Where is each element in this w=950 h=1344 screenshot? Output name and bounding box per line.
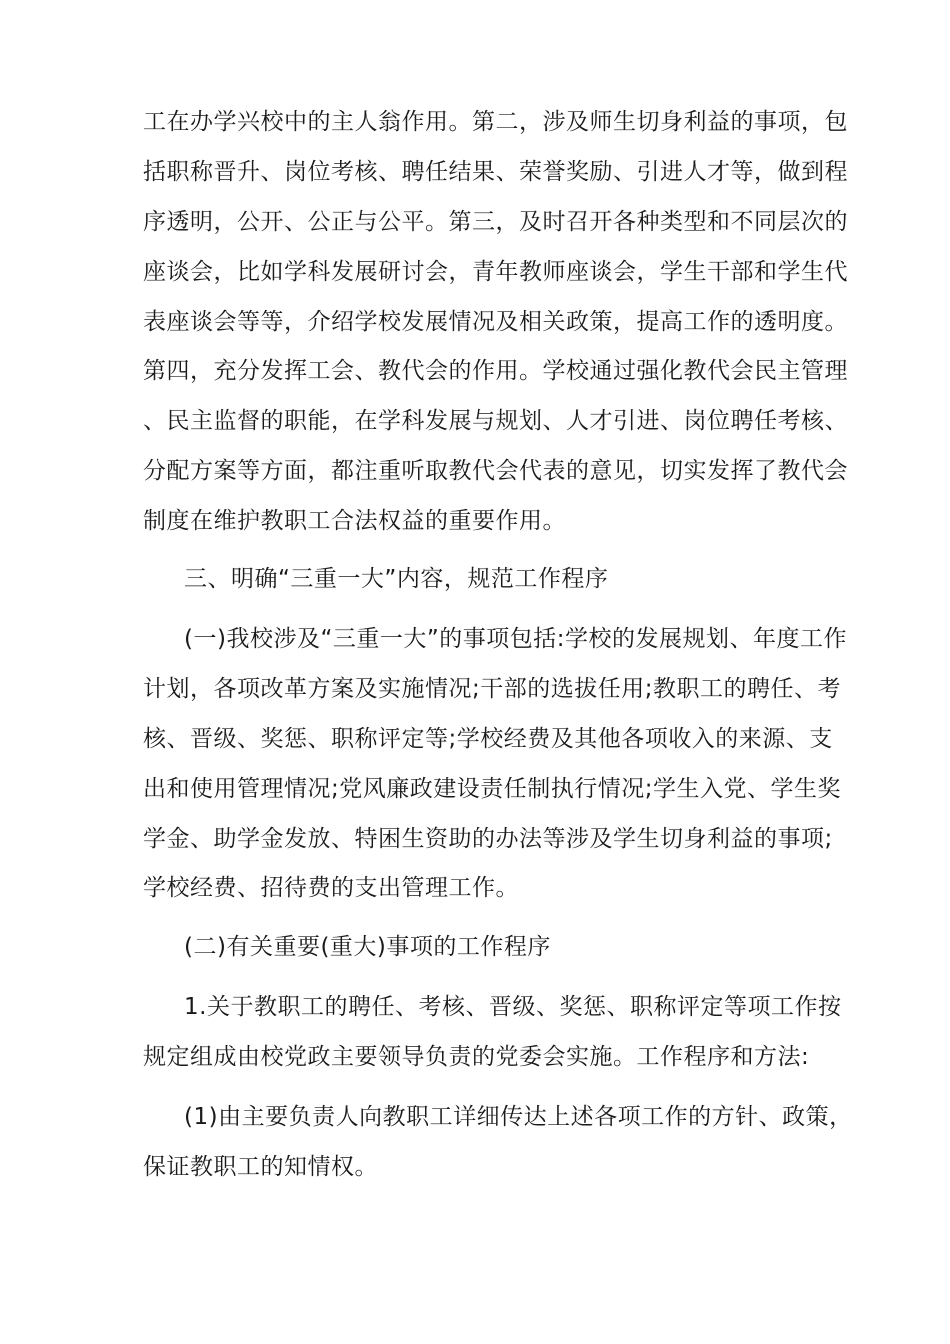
text-line: 保证教职工的知情权。 xyxy=(143,1154,378,1180)
text-line: 座谈会，比如学科发展研讨会，青年教师座谈会，学生干部和学生代 xyxy=(143,259,848,285)
text-line: 学金、助学金发放、特困生资助的办法等涉及学生切身利益的事项; xyxy=(143,826,833,852)
text-line: 1.关于教职工的聘任、考核、晋级、奖惩、职称评定等项工作按 xyxy=(184,994,842,1020)
text-line: 序透明，公开、公正与公平。第三，及时召开各种类型和不同层次的 xyxy=(143,209,848,235)
text-line: (1)由主要负责人向教职工详细传达上述各项工作的方针、政策， xyxy=(184,1104,853,1130)
text-line: 核、晋级、奖惩、职称评定等;学校经费及其他各项收入的来源、支 xyxy=(143,726,833,752)
text-line: 分配方案等方面，都注重听取教代会代表的意见，切实发挥了教代会 xyxy=(143,458,848,484)
text-line: 计划，各项改革方案及实施情况;干部的选拔任用;教职工的聘任、考 xyxy=(143,676,841,702)
text-line: 工在办学兴校中的主人翁作用。第二，涉及师生切身利益的事项，包 xyxy=(143,109,848,135)
text-line: 表座谈会等等，介绍学校发展情况及相关政策，提高工作的透明度。 xyxy=(143,309,848,335)
text-line: 括职称晋升、岗位考核、聘任结果、荣誉奖励、引进人才等，做到程 xyxy=(143,159,848,185)
subsection-heading: (二)有关重要(重大)事项的工作程序 xyxy=(184,934,551,960)
text-line: 制度在维护教职工合法权益的重要作用。 xyxy=(143,508,566,534)
text-line: (一)我校涉及“三重一大”的事项包括:学校的发展规划、年度工作 xyxy=(184,626,848,652)
text-line: 学校经费、招待费的支出管理工作。 xyxy=(143,875,519,901)
text-line: 、民主监督的职能，在学科发展与规划、人才引进、岗位聘任考核、 xyxy=(143,408,848,434)
text-line: 出和使用管理情况;党风廉政建设责任制执行情况;学生入党、学生奖 xyxy=(143,776,841,802)
text-line: 第四，充分发挥工会、教代会的作用。学校通过强化教代会民主管理 xyxy=(143,358,848,384)
text-line: 规定组成由校党政主要领导负责的党委会实施。工作程序和方法: xyxy=(143,1044,810,1070)
section-heading: 三、明确“三重一大”内容，规范工作程序 xyxy=(184,566,609,592)
